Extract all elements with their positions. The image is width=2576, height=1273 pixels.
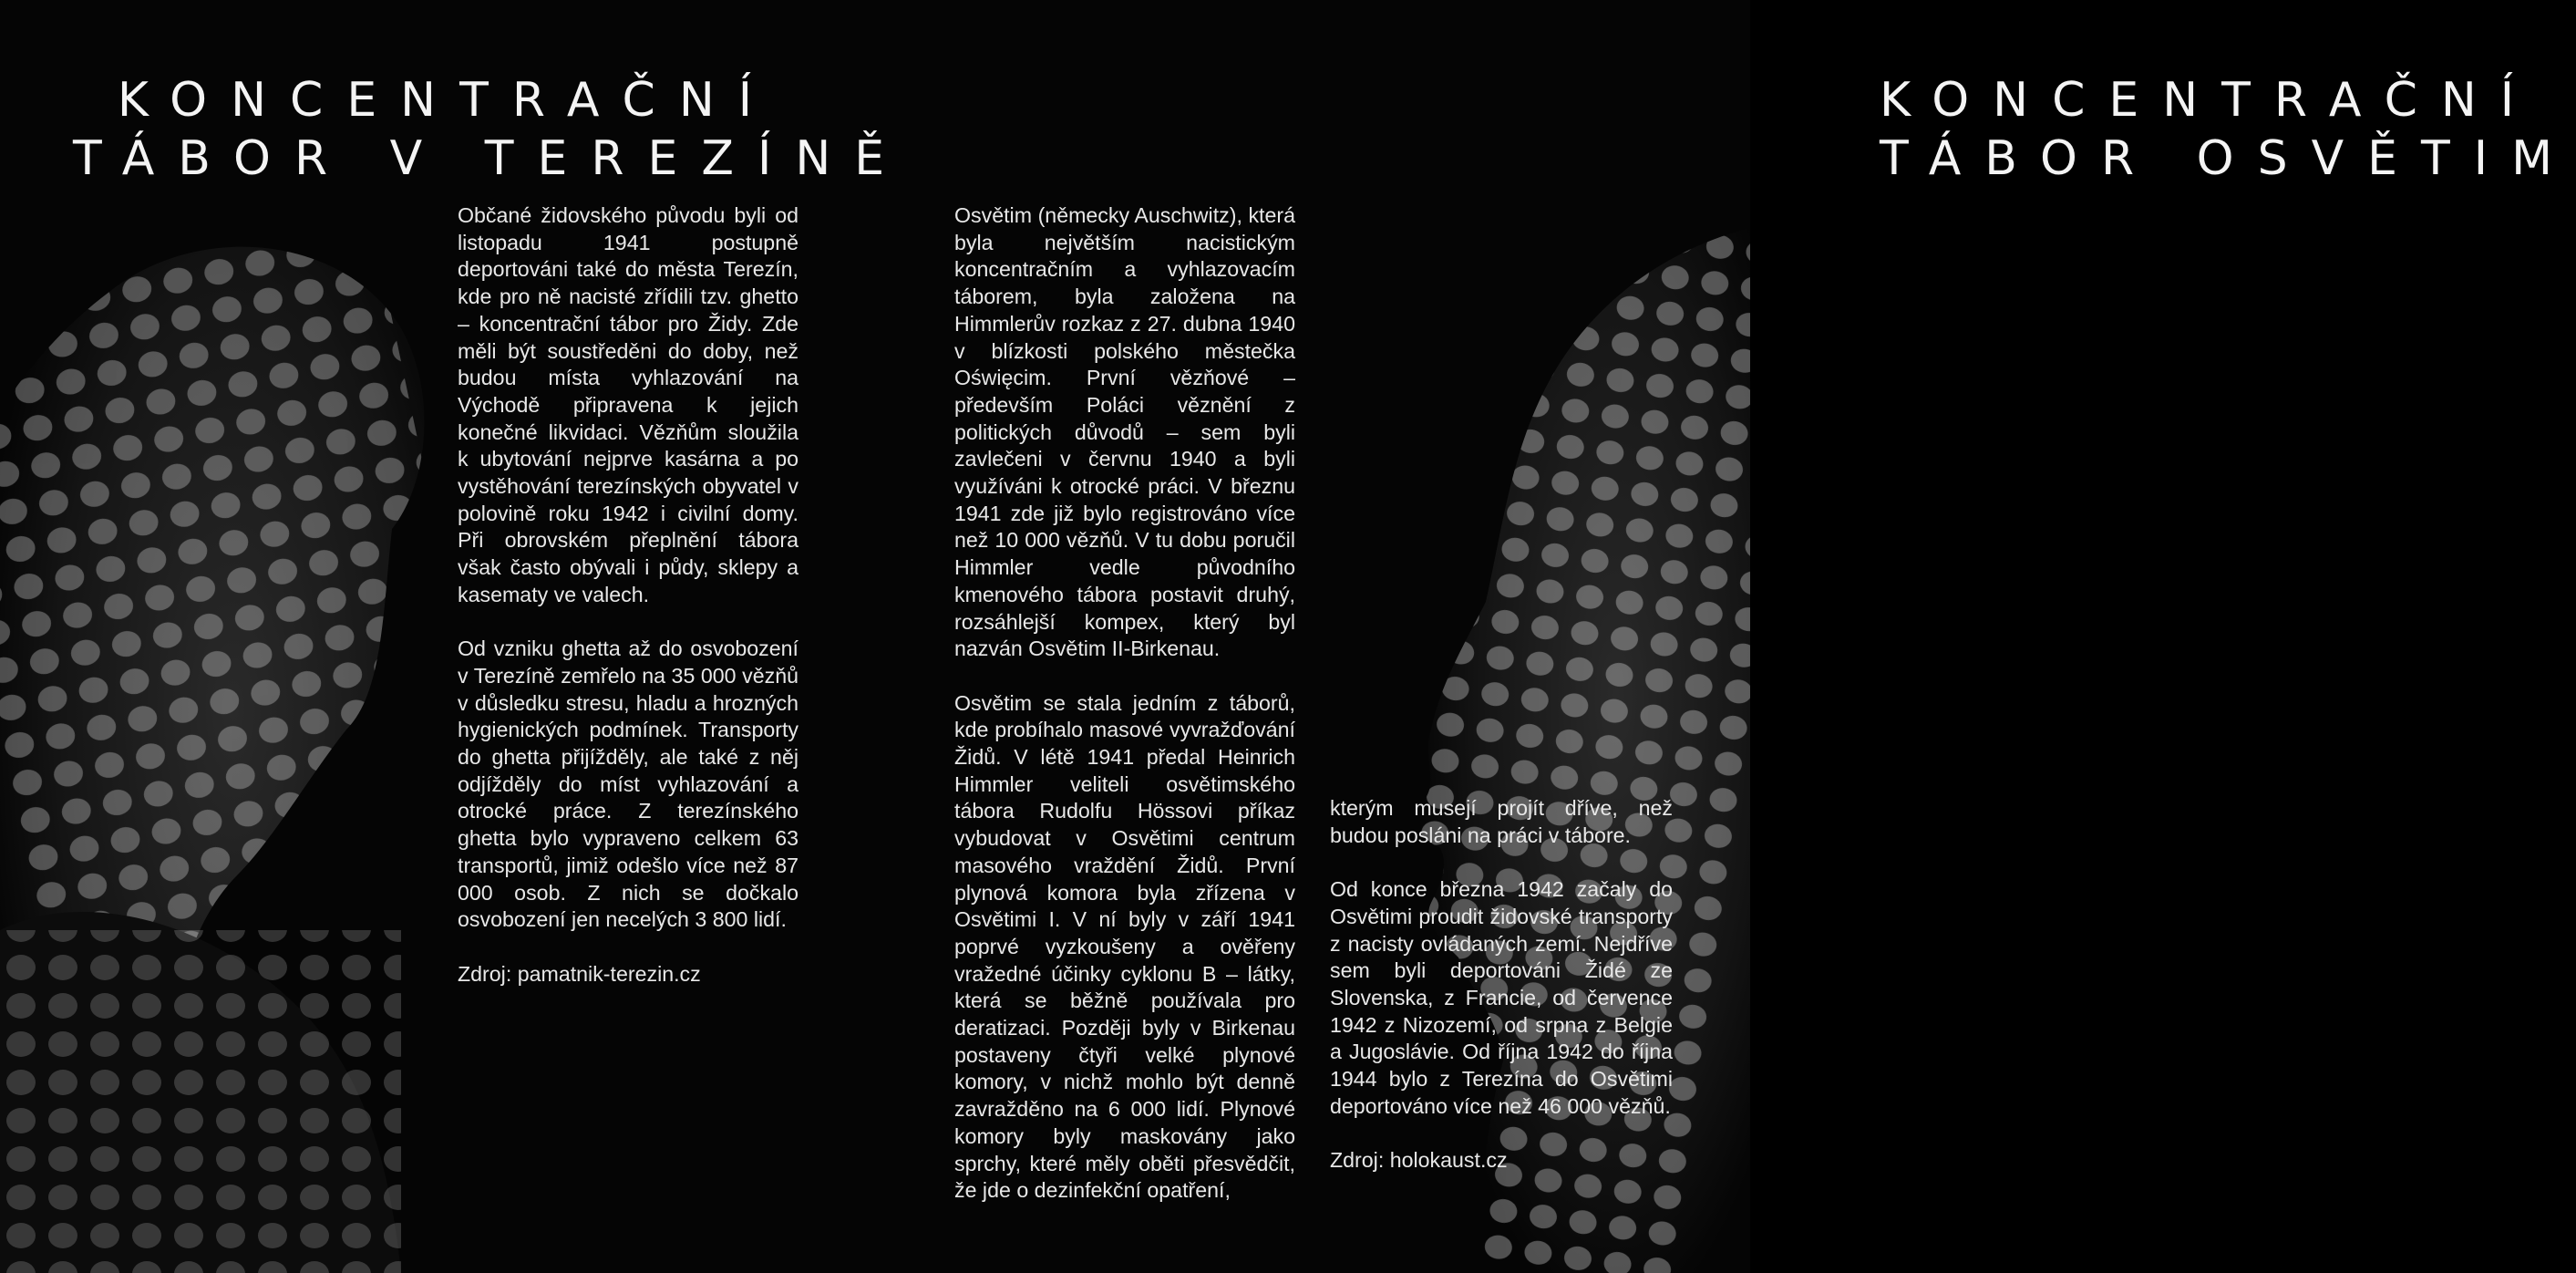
left-title-line-1: KONCENTRAČNÍ — [117, 73, 777, 128]
terezin-source: Zdroj: pamatnik-terezin.cz — [458, 961, 701, 986]
osvetim-paragraph-3: kterým musejí projít dříve, než budou posláni na práci v tábore. — [1330, 796, 1673, 847]
terezin-paragraph-1: Občané židovského původu byli od listopadu 1941 postupně deportováni také do města Terezín, kde pro ně nacisté zřídili tzv. ghetto – koncentrační tábor pro Židy. Zde měli být soustředěni do doby, než budou místa vyhlazování na Východě připravena k jejich konečné likvidaci. Vězňům sloužila k ubytování nejprve kasárna a po vystěhování terezínských obyvatel v polovině roku 1942 i civilní domy. Při obrovském přeplnění tábora však často obývali i půdy, sklepy a kasematy ve valech. — [458, 203, 799, 606]
osvetim-text-column-1 — [954, 202, 1295, 1205]
right-title-line-2: TÁBOR OSVĚTIM — [1880, 131, 2576, 186]
left-title-line-2: TÁBOR V TEREZÍNĚ — [73, 131, 909, 186]
right-page-title — [1880, 71, 2576, 188]
osvetim-text-column-2 — [1330, 795, 1673, 1175]
osvetim-paragraph-4: Od konce března 1942 začaly do Osvětimi proudit židovské transporty z nacisty ovládaných zemí. Nejdříve sem byli deportováni Židé ze Slovenska, z Francie, od července 1942 z Nizozemí, od srpna z Belgie a Jugoslávie. Od října 1942 do října 1944 bylo z Terezína do Osvětimi deportováno více než 46 000 vězňů. — [1330, 877, 1673, 1118]
right-title-line-1: KONCENTRAČNÍ — [1880, 73, 2539, 128]
left-page-title — [73, 71, 909, 188]
osvetim-paragraph-1: Osvětim (německy Auschwitz), která byla největším nacistickým koncentračním a vyhlazovacím táborem, byla založena na Himmlerův rozkaz z 27. dubna 1940 v blízkosti polského městečka Oświęcim. První vězňové – především Poláci věznění z politických důvodů – sem byli zavlečeni v červnu 1940 a byli využíváni k otrocké práci. V březnu 1941 zde již bylo registrováno více než 10 000 vězňů. V tu dobu poručil Himmler vedle původního kmenového tábora postavit druhý, rozsáhlejší kompex, který byl nazván Osvětim II-Birkenau. — [954, 203, 1295, 661]
woman-portrait-photo — [0, 182, 474, 1273]
terezin-text-column — [458, 202, 799, 988]
osvetim-source: Zdroj: holokaust.cz — [1330, 1148, 1508, 1173]
left-page — [0, 0, 909, 1273]
osvetim-paragraph-2: Osvětim se stala jedním z táborů, kde probíhalo masové vyvražďování Židů. V létě 1941 předal Heinrich Himmler veliteli osvětimského tábora Rudolfu Hössovi příkaz vybudovat v Osvětimi centrum masového vraždění Židů. První plynová komora byla zřízena v Osvětimi I. V ní byly v září 1941 poprvé vyzkoušeny a ověřeny vražedné účinky cyklonu B – látky, která se běžně používala pro deratizaci. Později byly v Birkenau postaveny čtyři velké plynové komory, v nichž mohlo být denně zavražděno na 6 000 lidí. Plynové komory byly maskovány jako sprchy, které měly oběti přesvědčit, že jde o dezinfekční opatření, — [954, 690, 1295, 1203]
terezin-paragraph-2: Od vzniku ghetta až do osvobození v Terezíně zemřelo na 35 000 vězňů v důsledku stresu, hladu a hrozných hygienických podmínek. Transporty do ghetta přijížděly, ale také z něj odjížděly do míst vyhlazování a otrocké práce. Z terezínského ghetta bylo vypraveno celkem 63 transportů, jimiž odešlo více než 87 000 osob. Z nich se dočkalo osvobození jen necelých 3 800 lidí. — [458, 636, 799, 932]
